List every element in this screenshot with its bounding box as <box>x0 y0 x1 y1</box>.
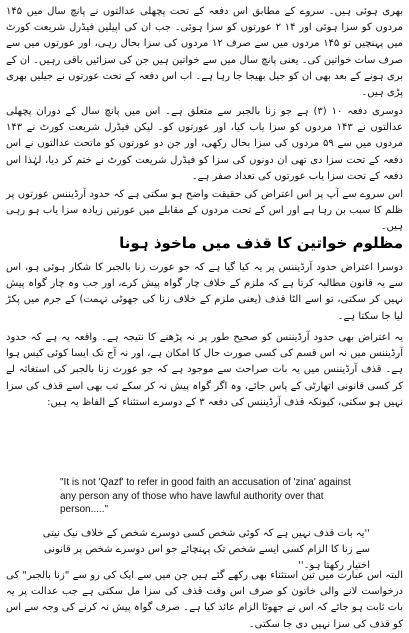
urdu-quote-translation: ''یہ بات قذف نہیں ہے کہ کوئی شخص کسی دوسرے شخص کے خلاف نیک نیتی سے زنا کا الزام کسی ایسے شخص تک پہنچائے جو اس دوسرے شخص پر قانونی اختیار رکھتا ہو۔'' <box>42 528 370 571</box>
english-quote: "It is not 'Qazf' to refer in good faith an accusation of 'zina' against any person any of those who have lawful authority over that person....." <box>60 477 351 515</box>
paragraph-objection-response: یہ اعتراض بھی حدود آرڈیننس کو صحیح طور پر نہ پڑھنے کا نتیجہ ہے۔ واقعہ یہ ہے کہ حدود آرڈیننس میں نہ اس قسم کی کسی صورت حال کا امکان ہے، اور نہ آج تک ایسا کوئی کیس ہوا ہے۔ قذف آرڈیننس میں یہ بات صراحت سے موجود ہے کہ جو عورت زنا بالجبر کی استغاثہ لے کر کسی قانونی اتھارٹی کے پاس جائے، وہ اگر گواہ پیش نہ کر سکے تب بھی اسے قذف کی سزا نہیں ہو سکتی، کیونکہ قذف آرڈیننس کی دفعہ ۳ کے دوسرے استثناء کے الفاظ یہ ہیں: <box>6 332 403 408</box>
paragraph-survey-conclusion: اس سروے سے آپ پر اس اعتراض کی حقیقت واضح ہو سکتی ہے کہ حدود آرڈیننس عورتوں پر ظلم کا سبب بن رہا ہے اور اس کے تحت مردوں کے مقابلے میں عورتیں زیادہ سزا یاب ہو رہی ہیں۔ <box>6 189 403 233</box>
paragraph-second-objection: دوسرا اعتراض حدود آرڈیننس پر یہ کیا گیا ہے کہ جو عورت زنا بالجبر کا شکار ہوئی ہو، اس سے یہ قانون مطالبہ کرتا ہے کہ ملزم کے خلاف چار گواہ پیش کرے، اور جب وہ چار گواہ پیش نہیں کر سکتی، تو اسے الٹا قذف (یعنی ملزم کے خلاف زنا کی جھوٹی تہمت) کے جرم میں پکڑ لیا جا سکتا ہے۔ <box>6 262 403 322</box>
paragraph-section-10-3: دوسری دفعہ ۱۰ (۳) ہے جو زنا بالجبر سے متعلق ہے۔ اس میں پانچ سال کے دوران پچھلی عدالتوں نے ۱۴۳ مردوں کو سزا یاب کیا، اور عورتوں کو۔ لیکن فیڈرل شریعت کورٹ نے ۱۴۳ مردوں میں سے ۵۹ مردوں کی سزا بحال رکھی، اور جن دو عورتوں کو ماتحت عدالتوں نے اس دفعہ کے تحت سزا دی تھی ان دونوں کی سزا کو فیڈرل شریعت کورٹ نے ختم کر دیا، لہٰذا اس دفعہ کے تحت سزا یاب عورتوں کی تعداد صفر ہے۔ <box>6 106 404 182</box>
paragraph-survey-results: بھری ہوئی ہیں۔ سروے کے مطابق اس دفعہ کے تحت پچھلی عدالتوں نے پانچ سال میں ۱۴۵ مردوں کو سزا ہوئی اور ۱۴ ۲ عورتوں کو سزا ہوئی۔ جب ان کی اپیلیں فیڈرل شریعت کورٹ میں پہنچیں تو ۱۴۵ مردوں میں سے صرف ۱۲ مردوں کی سزا بحال رہی، اور عورتوں میں سے صرف سات خواتین کی۔ یعنی پانچ سال میں سے خواتین ہیں جن کی سزائیں باقی رہیں۔ ان کے بری ہونے کے بعد بھی ان کو جیل بھیجا جا رہا ہے۔ اب اس دفعہ کے تحت عورتوں نے جیلیں بھری پڑی ہیں۔ <box>6 6 403 99</box>
section-heading: مظلوم خواتین کا قذف میں ماخوذ ہونا <box>119 234 403 252</box>
paragraph-exception: البتہ اس عبارت میں تین استثناء بھی رکھے گئے ہیں جن میں سے ایک کی رو سے "زنا بالجبر" کی درخواست لانے والی خاتون کو صرف اس وقت قذف کی سزا مل سکتی ہے جب عدالت پر یہ بات ثابت ہو جائے کہ اس نے جھوٹا الزام عائد کیا ہے۔ صرف گواہ پیش نہ کرنے کی وجہ سے اس کو قذف کی سزا نہیں دی جا سکتی۔ <box>6 570 403 630</box>
